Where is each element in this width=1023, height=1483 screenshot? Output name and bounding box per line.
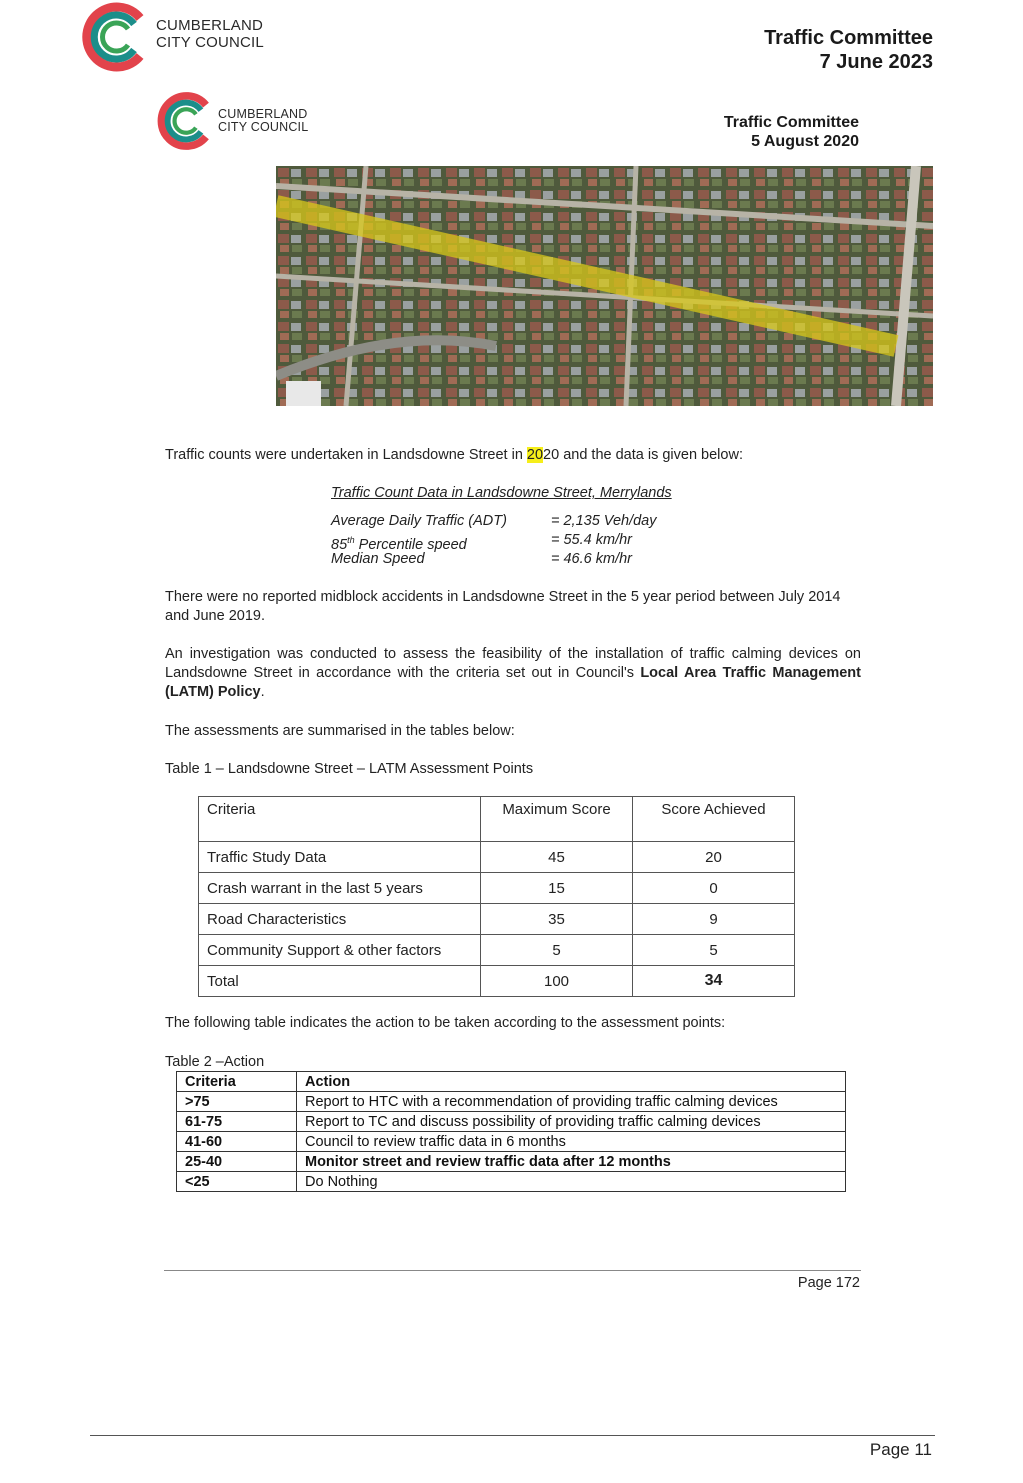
table-header-cell: Criteria	[177, 1072, 297, 1092]
table-cell: 61-75	[177, 1112, 297, 1132]
count-data-value-median: = 46.6 km/hr	[551, 551, 632, 567]
table-row	[199, 904, 795, 935]
table-row	[177, 1112, 846, 1132]
table-cell: 0	[633, 873, 795, 904]
count-85-rest: Percentile speed	[354, 536, 467, 553]
count-data-value-85th: = 55.4 km/hr	[551, 532, 632, 548]
table-row	[177, 1132, 846, 1152]
table-row	[199, 935, 795, 966]
investigation-text: An investigation was conducted to assess the feasibility of the installation of traffic calming devices on Landsdowne Street in accordance with the criteria set out in Council's	[165, 646, 861, 681]
table-cell: 5	[481, 935, 633, 966]
logo-text-line2: CITY COUNCIL	[156, 34, 264, 51]
count-85-sup: th	[347, 535, 355, 545]
intro-text-after: 20 and the data is given below:	[543, 447, 743, 463]
intro-highlight: 20	[526, 447, 544, 463]
table-header-row	[177, 1072, 846, 1092]
header-date: 7 June 2023	[819, 51, 933, 73]
table-cell: 35	[481, 904, 633, 935]
intro-paragraph	[165, 446, 865, 465]
table-cell: 45	[481, 842, 633, 873]
count-data-title: Traffic Count Data in Landsdowne Street, Merrylands	[331, 485, 672, 501]
inner-logo-text-line1: CUMBERLAND	[218, 107, 308, 121]
intro-text-before: Traffic counts were undertaken in Landsdowne Street in	[165, 447, 527, 463]
logo-text-line1: CUMBERLAND	[156, 17, 264, 34]
table-cell: Report to TC and discuss possibility of providing traffic calming devices	[297, 1112, 846, 1132]
table-cell: 20	[633, 842, 795, 873]
table-cell: 41-60	[177, 1132, 297, 1152]
table-cell: Community Support & other factors	[199, 935, 481, 966]
table-cell: <25	[177, 1172, 297, 1192]
table-cell: Traffic Study Data	[199, 842, 481, 873]
table-header-cell: Score Achieved	[633, 797, 795, 842]
aerial-map-image	[276, 166, 933, 406]
table-total-row	[199, 966, 795, 997]
count-data-label-median: Median Speed	[331, 551, 425, 567]
total-score-achieved: 34	[633, 966, 795, 997]
table-header-cell: Maximum Score	[481, 797, 633, 842]
table-cell: Report to HTC with a recommendation of providing traffic calming devices	[297, 1092, 846, 1112]
table-row	[177, 1092, 846, 1112]
table-cell: 100	[481, 966, 633, 997]
table-header-cell: Criteria	[199, 797, 481, 842]
investigation-paragraph	[165, 645, 861, 702]
table-cell: 5	[633, 935, 795, 966]
table-header-cell: Action	[297, 1072, 846, 1092]
inner-header-date: 5 August 2020	[751, 133, 859, 150]
table-cell: Crash warrant in the last 5 years	[199, 873, 481, 904]
footer-divider	[90, 1435, 935, 1436]
table-row	[199, 842, 795, 873]
table2-caption: Table 2 –Action	[165, 1054, 265, 1070]
inner-council-logo-mark	[154, 90, 216, 152]
council-logo	[78, 0, 152, 74]
table-cell: Monitor street and review traffic data after 12 months	[297, 1152, 846, 1172]
table-cell: Road Characteristics	[199, 904, 481, 935]
council-logo-mark	[78, 0, 152, 74]
investigation-end: .	[260, 684, 265, 700]
inner-council-logo	[154, 90, 216, 152]
table-cell: Do Nothing	[297, 1172, 846, 1192]
header-committee: Traffic Committee	[764, 27, 933, 49]
count-data-label-adt: Average Daily Traffic (ADT)	[331, 513, 507, 529]
table-header-row	[199, 797, 795, 842]
table-cell: Council to review traffic data in 6 months	[297, 1132, 846, 1152]
count-85-main: 85	[331, 536, 348, 553]
table-cell: 15	[481, 873, 633, 904]
accidents-paragraph: There were no reported midblock accidents in Landsdowne Street in the 5 year period between July 2014 and June 2019.	[165, 589, 841, 624]
inner-logo-text-line2: CITY COUNCIL	[218, 120, 309, 134]
table-cell: >75	[177, 1092, 297, 1112]
table-row	[177, 1172, 846, 1192]
count-data-value-adt: = 2,135 Veh/day	[551, 513, 657, 529]
inner-page-number: Page 172	[797, 1275, 860, 1291]
aerial-photo	[276, 166, 933, 406]
page-number: Page 11	[869, 1440, 932, 1459]
summary-paragraph: The assessments are summarised in the tables below:	[165, 723, 515, 739]
table-row	[199, 873, 795, 904]
table-cell: 25-40	[177, 1152, 297, 1172]
table-row	[177, 1152, 846, 1172]
latm-policy-name: Local Area Traffic Management (LATM) Policy	[165, 665, 861, 700]
table-cell: Total	[199, 966, 481, 997]
table-cell: 9	[633, 904, 795, 935]
table1-caption: Table 1 – Landsdowne Street – LATM Assessment Points	[165, 761, 534, 777]
inner-header-committee: Traffic Committee	[723, 114, 859, 131]
action-table	[176, 1071, 846, 1192]
inner-footer-divider	[164, 1270, 861, 1271]
assessment-points-table	[198, 796, 795, 997]
following-paragraph: The following table indicates the action to be taken according to the assessment points:	[165, 1015, 726, 1031]
